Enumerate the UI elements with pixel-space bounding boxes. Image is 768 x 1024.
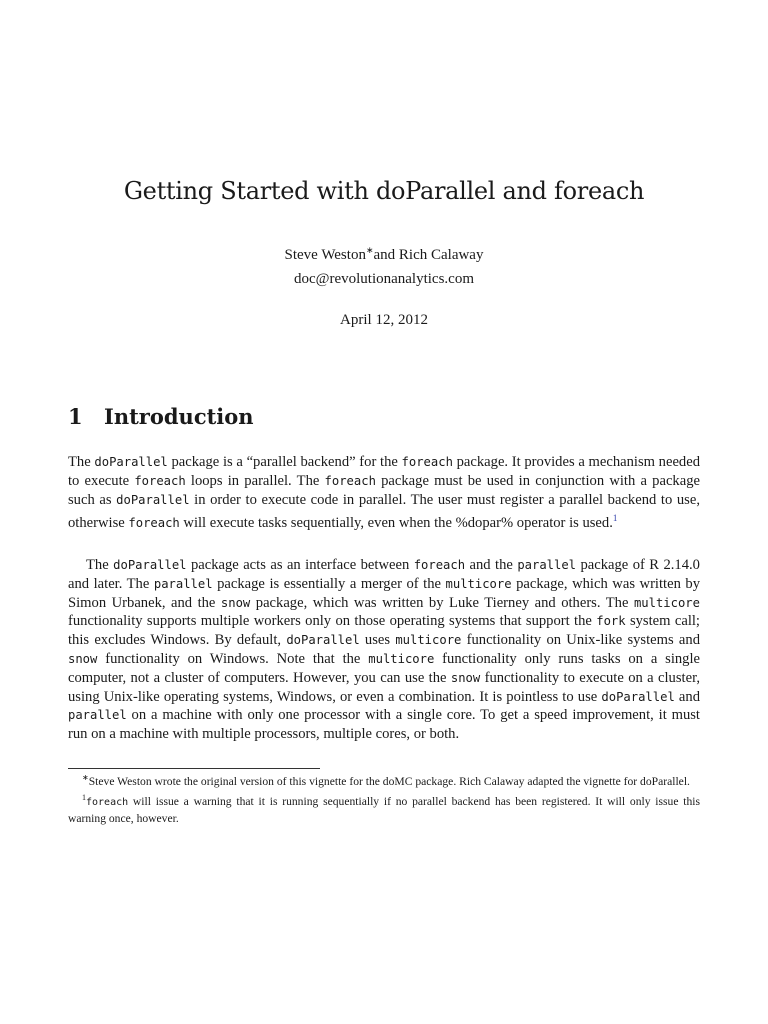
- section-title: Introduction: [104, 404, 254, 429]
- author-names: Steve Weston∗and Rich Calaway: [284, 245, 484, 263]
- footnote-rule: [68, 768, 320, 769]
- author-email: doc@revolutionanalytics.com: [293, 271, 474, 287]
- footnote-1: $^1$foreach will issue a warning that it is running sequentially if no parallel backend has been registered. It will only issue this warning once, however.: [68, 793, 700, 825]
- paragraph-1: The doParallel package is a “parallel backend” for the foreach package. It provides a mechanism needed to execute foreach loops in parallel. The foreach package must be used in conjunction with a package such as doParallel in order to execute code in parallel. The user must register a parallel backend to use, otherwise foreach will execute tasks sequentially, even when the %dopar% operator is used.$^1$: [68, 454, 700, 532]
- paper-date: April 12, 2012: [340, 312, 428, 328]
- author-block: [0, 238, 768, 291]
- section-number: 1: [68, 404, 83, 429]
- section-heading-introduction: [68, 404, 254, 430]
- paragraph-2: The doParallel package acts as an interface between foreach and the parallel package of R 2.14.0 and later. The parallel package is essentially a merger of the multicore package, which was written by Simon Urbanek, and the snow package, which was written by Luke Tierney and others. The multicore functionality supports multiple workers only on those operating systems that support the fork system call; this excludes Windows. By default, doParallel uses multicore functionality on Unix-like systems and snow functionality on Windows. Note that the multicore functionality only runs tasks on a single computer, not a cluster of computers. However, you can use the snow functionality to execute on a cluster, using Unix-like operating systems, Windows, or even a combination. It is pointless to use doParallel and parallel on a machine with only one processor with a single core. To get a speed improvement, it must run on a machine with multiple processors, multiple cores, or both.: [68, 557, 700, 743]
- paper-title: Getting Started with doParallel and foreach: [123, 177, 645, 205]
- footnote-author: ∗Steve Weston wrote the original version of this vignette for the doMC package. Rich Calaway adapted the vignette for doParallel.: [82, 773, 690, 788]
- author-footnote-mark[interactable]: ∗: [365, 245, 374, 255]
- footnotes: [68, 770, 700, 827]
- footnote-ref-1[interactable]: 1: [612, 513, 618, 524]
